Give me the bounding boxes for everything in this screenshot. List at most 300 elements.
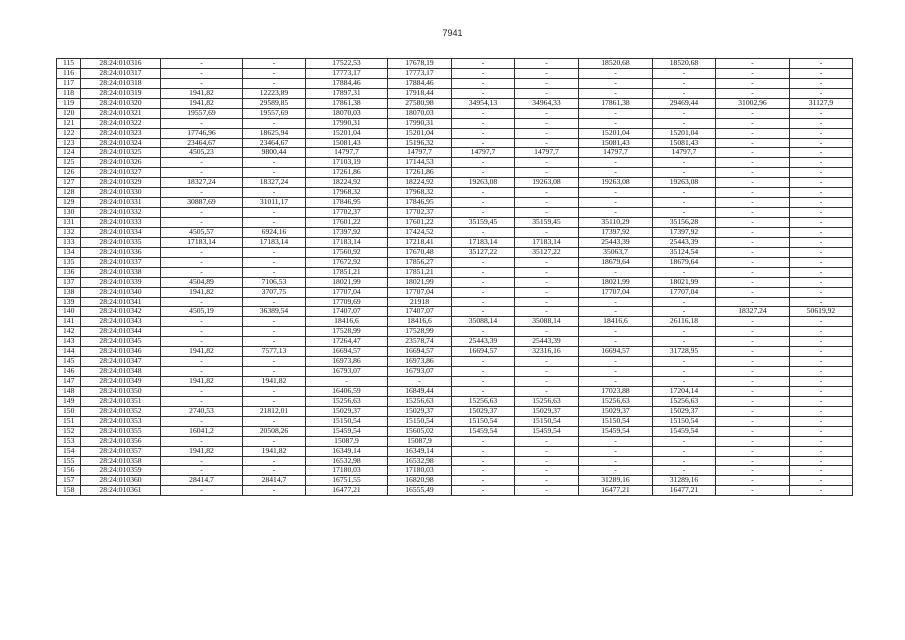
- value-cell: 17180,03: [388, 466, 452, 476]
- value-cell: 1941,82: [161, 98, 243, 108]
- value-cell: -: [579, 188, 653, 198]
- value-cell: -: [452, 446, 515, 456]
- value-cell: 17861,38: [306, 98, 388, 108]
- row-number-cell: 132: [57, 227, 81, 237]
- value-cell: -: [716, 386, 790, 396]
- value-cell: 17672,92: [306, 257, 388, 267]
- value-cell: -: [716, 168, 790, 178]
- value-cell: -: [790, 396, 853, 406]
- value-cell: -: [452, 267, 515, 277]
- value-cell: 16349,14: [388, 446, 452, 456]
- value-cell: 34964,33: [515, 98, 579, 108]
- value-cell: 16793,07: [306, 367, 388, 377]
- row-number-cell: 128: [57, 188, 81, 198]
- value-cell: -: [790, 188, 853, 198]
- table-row: [57, 148, 853, 158]
- value-cell: -: [716, 237, 790, 247]
- row-number-cell: 133: [57, 237, 81, 247]
- value-cell: -: [716, 88, 790, 98]
- value-cell: -: [515, 357, 579, 367]
- value-cell: 14797,7: [515, 148, 579, 158]
- value-cell: -: [790, 277, 853, 287]
- row-number-cell: 130: [57, 208, 81, 218]
- cadastral-number-cell: 28:24:010349: [81, 377, 161, 387]
- value-cell: 17897,31: [306, 88, 388, 98]
- value-cell: -: [579, 466, 653, 476]
- table-row: [57, 287, 853, 297]
- value-cell: -: [790, 337, 853, 347]
- value-cell: 18327,24: [716, 307, 790, 317]
- table-row: [57, 367, 853, 377]
- table-row: [57, 327, 853, 337]
- cadastral-number-cell: 28:24:010317: [81, 68, 161, 78]
- row-number-cell: 124: [57, 148, 81, 158]
- value-cell: -: [515, 367, 579, 377]
- value-cell: -: [716, 257, 790, 267]
- value-cell: -: [653, 456, 716, 466]
- value-cell: -: [515, 59, 579, 69]
- value-cell: -: [161, 456, 243, 466]
- value-cell: -: [716, 267, 790, 277]
- value-cell: -: [653, 68, 716, 78]
- value-cell: 15150,54: [653, 416, 716, 426]
- value-cell: 18224,92: [306, 178, 388, 188]
- row-number-cell: 154: [57, 446, 81, 456]
- value-cell: -: [653, 367, 716, 377]
- value-cell: 19557,69: [161, 108, 243, 118]
- value-cell: 18416,6: [306, 317, 388, 327]
- cadastral-number-cell: 28:24:010360: [81, 476, 161, 486]
- table-row: [57, 386, 853, 396]
- value-cell: 16820,98: [388, 476, 452, 486]
- value-cell: 35159,45: [452, 218, 515, 228]
- value-cell: 36389,54: [243, 307, 306, 317]
- value-cell: 9800,44: [243, 148, 306, 158]
- value-cell: 19263,08: [515, 178, 579, 188]
- value-cell: 21918: [388, 297, 452, 307]
- value-cell: 7577,13: [243, 347, 306, 357]
- value-cell: -: [243, 188, 306, 198]
- value-cell: -: [716, 486, 790, 496]
- row-number-cell: 156: [57, 466, 81, 476]
- page-number: 7941: [442, 28, 463, 38]
- value-cell: -: [790, 476, 853, 486]
- value-cell: 17773,17: [306, 68, 388, 78]
- table-row: [57, 337, 853, 347]
- value-cell: 35124,54: [653, 247, 716, 257]
- table-row: [57, 486, 853, 496]
- value-cell: 16793,07: [388, 367, 452, 377]
- value-cell: 15201,04: [388, 128, 452, 138]
- value-cell: 3707,75: [243, 287, 306, 297]
- value-cell: -: [653, 188, 716, 198]
- value-cell: 14797,7: [452, 148, 515, 158]
- value-cell: -: [716, 287, 790, 297]
- value-cell: -: [790, 128, 853, 138]
- row-number-cell: 121: [57, 118, 81, 128]
- value-cell: -: [452, 297, 515, 307]
- value-cell: 34954,13: [452, 98, 515, 108]
- value-cell: -: [515, 68, 579, 78]
- value-cell: -: [243, 436, 306, 446]
- cadastral-number-cell: 28:24:010339: [81, 277, 161, 287]
- value-cell: 17851,21: [306, 267, 388, 277]
- cadastral-number-cell: 28:24:010323: [81, 128, 161, 138]
- value-cell: 15256,63: [306, 396, 388, 406]
- value-cell: -: [716, 327, 790, 337]
- cadastral-number-cell: 28:24:010346: [81, 347, 161, 357]
- row-number-cell: 140: [57, 307, 81, 317]
- value-cell: -: [515, 267, 579, 277]
- value-cell: -: [515, 446, 579, 456]
- value-cell: -: [515, 476, 579, 486]
- table-row: [57, 426, 853, 436]
- value-cell: -: [515, 198, 579, 208]
- value-cell: 17183,14: [243, 237, 306, 247]
- row-number-cell: 145: [57, 357, 81, 367]
- value-cell: -: [452, 227, 515, 237]
- value-cell: 18021,99: [306, 277, 388, 287]
- value-cell: -: [716, 377, 790, 387]
- table-row: [57, 347, 853, 357]
- value-cell: -: [790, 68, 853, 78]
- value-cell: -: [716, 476, 790, 486]
- value-cell: -: [790, 227, 853, 237]
- cadastral-number-cell: 28:24:010361: [81, 486, 161, 496]
- value-cell: -: [243, 168, 306, 178]
- value-cell: -: [579, 198, 653, 208]
- cadastral-number-cell: 28:24:010341: [81, 297, 161, 307]
- value-cell: -: [790, 426, 853, 436]
- value-cell: 17707,04: [306, 287, 388, 297]
- value-cell: -: [653, 446, 716, 456]
- value-cell: -: [161, 486, 243, 496]
- cadastral-number-cell: 28:24:010340: [81, 287, 161, 297]
- value-cell: -: [790, 317, 853, 327]
- value-cell: -: [579, 168, 653, 178]
- table-row: [57, 406, 853, 416]
- value-cell: 16406,59: [306, 386, 388, 396]
- value-cell: 17204,14: [653, 386, 716, 396]
- value-cell: -: [515, 466, 579, 476]
- value-cell: -: [653, 108, 716, 118]
- value-cell: 4504,89: [161, 277, 243, 287]
- value-cell: -: [452, 386, 515, 396]
- value-cell: 16973,86: [388, 357, 452, 367]
- value-cell: -: [452, 208, 515, 218]
- value-cell: -: [161, 367, 243, 377]
- value-cell: -: [161, 257, 243, 267]
- value-cell: -: [161, 247, 243, 257]
- value-cell: -: [653, 168, 716, 178]
- value-cell: -: [161, 416, 243, 426]
- value-cell: 17180,03: [306, 466, 388, 476]
- value-cell: -: [716, 357, 790, 367]
- value-cell: -: [579, 357, 653, 367]
- value-cell: 2740,53: [161, 406, 243, 416]
- value-cell: 16041,2: [161, 426, 243, 436]
- cadastral-number-cell: 28:24:010345: [81, 337, 161, 347]
- value-cell: 19557,69: [243, 108, 306, 118]
- value-cell: 23578,74: [388, 337, 452, 347]
- value-cell: 15150,54: [306, 416, 388, 426]
- value-cell: -: [243, 317, 306, 327]
- value-cell: 18625,94: [243, 128, 306, 138]
- value-cell: -: [452, 466, 515, 476]
- value-cell: -: [716, 367, 790, 377]
- value-cell: -: [515, 297, 579, 307]
- value-cell: -: [653, 88, 716, 98]
- value-cell: -: [243, 257, 306, 267]
- value-cell: 28414,7: [161, 476, 243, 486]
- cadastral-number-cell: 28:24:010334: [81, 227, 161, 237]
- value-cell: -: [243, 247, 306, 257]
- cadastral-number-cell: 28:24:010343: [81, 317, 161, 327]
- value-cell: -: [243, 466, 306, 476]
- cadastral-number-cell: 28:24:010316: [81, 59, 161, 69]
- value-cell: 17023,88: [579, 386, 653, 396]
- value-cell: 16477,21: [653, 486, 716, 496]
- row-number-cell: 127: [57, 178, 81, 188]
- value-cell: -: [452, 367, 515, 377]
- value-cell: 14797,7: [653, 148, 716, 158]
- value-cell: -: [161, 337, 243, 347]
- table-row: [57, 227, 853, 237]
- value-cell: -: [515, 327, 579, 337]
- value-cell: -: [161, 59, 243, 69]
- value-cell: -: [579, 267, 653, 277]
- value-cell: -: [452, 168, 515, 178]
- value-cell: 15029,37: [579, 406, 653, 416]
- value-cell: -: [515, 257, 579, 267]
- value-cell: 17702,37: [388, 208, 452, 218]
- value-cell: 16694,57: [388, 347, 452, 357]
- cadastral-number-cell: 28:24:010338: [81, 267, 161, 277]
- value-cell: -: [452, 158, 515, 168]
- cadastral-number-cell: 28:24:010318: [81, 78, 161, 88]
- value-cell: -: [515, 138, 579, 148]
- value-cell: -: [790, 287, 853, 297]
- row-number-cell: 150: [57, 406, 81, 416]
- value-cell: 15029,37: [515, 406, 579, 416]
- value-cell: -: [579, 118, 653, 128]
- row-number-cell: 143: [57, 337, 81, 347]
- value-cell: -: [243, 208, 306, 218]
- row-number-cell: 157: [57, 476, 81, 486]
- value-cell: 17397,92: [579, 227, 653, 237]
- value-cell: 7106,53: [243, 277, 306, 287]
- value-cell: 16477,21: [579, 486, 653, 496]
- row-number-cell: 125: [57, 158, 81, 168]
- value-cell: -: [161, 168, 243, 178]
- value-cell: -: [790, 218, 853, 228]
- value-cell: 28414,7: [243, 476, 306, 486]
- value-cell: -: [716, 446, 790, 456]
- value-cell: 21812,01: [243, 406, 306, 416]
- row-number-cell: 118: [57, 88, 81, 98]
- value-cell: 17846,95: [306, 198, 388, 208]
- value-cell: 1941,82: [161, 347, 243, 357]
- value-cell: 23464,67: [243, 138, 306, 148]
- table-row: [57, 247, 853, 257]
- value-cell: 17707,04: [579, 287, 653, 297]
- row-number-cell: 146: [57, 367, 81, 377]
- cadastral-number-cell: 28:24:010332: [81, 208, 161, 218]
- value-cell: 17746,96: [161, 128, 243, 138]
- value-cell: -: [452, 327, 515, 337]
- value-cell: -: [716, 297, 790, 307]
- value-cell: -: [515, 386, 579, 396]
- value-cell: -: [579, 68, 653, 78]
- value-cell: 17424,52: [388, 227, 452, 237]
- row-number-cell: 139: [57, 297, 81, 307]
- value-cell: -: [716, 68, 790, 78]
- value-cell: 12223,89: [243, 88, 306, 98]
- value-cell: -: [579, 78, 653, 88]
- value-cell: -: [790, 88, 853, 98]
- value-cell: -: [790, 158, 853, 168]
- value-cell: -: [790, 59, 853, 69]
- value-cell: -: [653, 208, 716, 218]
- data-table: [56, 58, 853, 496]
- value-cell: 35063,7: [579, 247, 653, 257]
- value-cell: 29589,85: [243, 98, 306, 108]
- value-cell: -: [716, 128, 790, 138]
- value-cell: -: [515, 78, 579, 88]
- value-cell: -: [515, 436, 579, 446]
- value-cell: 17103,19: [306, 158, 388, 168]
- value-cell: 15150,54: [515, 416, 579, 426]
- cadastral-number-cell: 28:24:010320: [81, 98, 161, 108]
- value-cell: -: [452, 307, 515, 317]
- row-number-cell: 153: [57, 436, 81, 446]
- value-cell: -: [579, 436, 653, 446]
- table-body: [57, 59, 853, 496]
- value-cell: 17528,99: [388, 327, 452, 337]
- table-row: [57, 208, 853, 218]
- cadastral-number-cell: 28:24:010335: [81, 237, 161, 247]
- value-cell: 17707,04: [653, 287, 716, 297]
- value-cell: -: [243, 158, 306, 168]
- value-cell: 17861,38: [579, 98, 653, 108]
- value-cell: 30887,69: [161, 198, 243, 208]
- value-cell: 35156,28: [653, 218, 716, 228]
- value-cell: 35127,22: [515, 247, 579, 257]
- value-cell: -: [790, 367, 853, 377]
- value-cell: -: [515, 227, 579, 237]
- value-cell: -: [452, 59, 515, 69]
- cadastral-number-cell: 28:24:010348: [81, 367, 161, 377]
- value-cell: -: [161, 466, 243, 476]
- value-cell: -: [653, 297, 716, 307]
- value-cell: -: [716, 227, 790, 237]
- value-cell: -: [716, 396, 790, 406]
- value-cell: 17702,37: [306, 208, 388, 218]
- value-cell: -: [716, 138, 790, 148]
- value-cell: 17846,95: [388, 198, 452, 208]
- value-cell: 18021,99: [579, 277, 653, 287]
- row-number-cell: 116: [57, 68, 81, 78]
- table-row: [57, 98, 853, 108]
- value-cell: 18520,68: [579, 59, 653, 69]
- value-cell: 16849,44: [388, 386, 452, 396]
- value-cell: -: [653, 466, 716, 476]
- value-cell: -: [790, 118, 853, 128]
- row-number-cell: 152: [57, 426, 81, 436]
- table-row: [57, 178, 853, 188]
- value-cell: -: [452, 476, 515, 486]
- value-cell: 18070,03: [306, 108, 388, 118]
- row-number-cell: 126: [57, 168, 81, 178]
- row-number-cell: 138: [57, 287, 81, 297]
- row-number-cell: 137: [57, 277, 81, 287]
- row-number-cell: 117: [57, 78, 81, 88]
- cadastral-number-cell: 28:24:010336: [81, 247, 161, 257]
- value-cell: 1941,82: [161, 377, 243, 387]
- value-cell: 35127,22: [452, 247, 515, 257]
- value-cell: 17183,14: [515, 237, 579, 247]
- value-cell: -: [515, 486, 579, 496]
- value-cell: -: [579, 456, 653, 466]
- value-cell: 17218,41: [388, 237, 452, 247]
- value-cell: -: [243, 367, 306, 377]
- value-cell: -: [243, 59, 306, 69]
- cadastral-number-cell: 28:24:010344: [81, 327, 161, 337]
- value-cell: -: [452, 78, 515, 88]
- table-row: [57, 317, 853, 327]
- value-cell: 4505,57: [161, 227, 243, 237]
- value-cell: -: [243, 68, 306, 78]
- value-cell: 14797,7: [388, 148, 452, 158]
- table-row: [57, 68, 853, 78]
- value-cell: 15201,04: [653, 128, 716, 138]
- table-row: [57, 198, 853, 208]
- value-cell: -: [161, 118, 243, 128]
- value-cell: 1941,82: [161, 446, 243, 456]
- table-row: [57, 108, 853, 118]
- value-cell: -: [452, 198, 515, 208]
- cadastral-number-cell: 28:24:010326: [81, 158, 161, 168]
- value-cell: -: [579, 108, 653, 118]
- row-number-cell: 134: [57, 247, 81, 257]
- value-cell: -: [243, 118, 306, 128]
- value-cell: 17884,46: [388, 78, 452, 88]
- value-cell: 18327,24: [243, 178, 306, 188]
- value-cell: 17884,46: [306, 78, 388, 88]
- cadastral-number-cell: 28:24:010356: [81, 436, 161, 446]
- value-cell: -: [653, 198, 716, 208]
- value-cell: 18679,64: [653, 257, 716, 267]
- row-number-cell: 115: [57, 59, 81, 69]
- cadastral-number-cell: 28:24:010352: [81, 406, 161, 416]
- value-cell: 16694,57: [452, 347, 515, 357]
- value-cell: -: [579, 377, 653, 387]
- cadastral-number-cell: 28:24:010347: [81, 357, 161, 367]
- value-cell: -: [716, 317, 790, 327]
- value-cell: -: [790, 377, 853, 387]
- table-row: [57, 297, 853, 307]
- cadastral-number-cell: 28:24:010350: [81, 386, 161, 396]
- cadastral-number-cell: 28:24:010351: [81, 396, 161, 406]
- value-cell: 15087,9: [388, 436, 452, 446]
- value-cell: 15150,54: [388, 416, 452, 426]
- value-cell: 29469,44: [653, 98, 716, 108]
- row-number-cell: 149: [57, 396, 81, 406]
- value-cell: -: [790, 486, 853, 496]
- value-cell: 17851,21: [388, 267, 452, 277]
- value-cell: -: [579, 88, 653, 98]
- value-cell: -: [515, 307, 579, 317]
